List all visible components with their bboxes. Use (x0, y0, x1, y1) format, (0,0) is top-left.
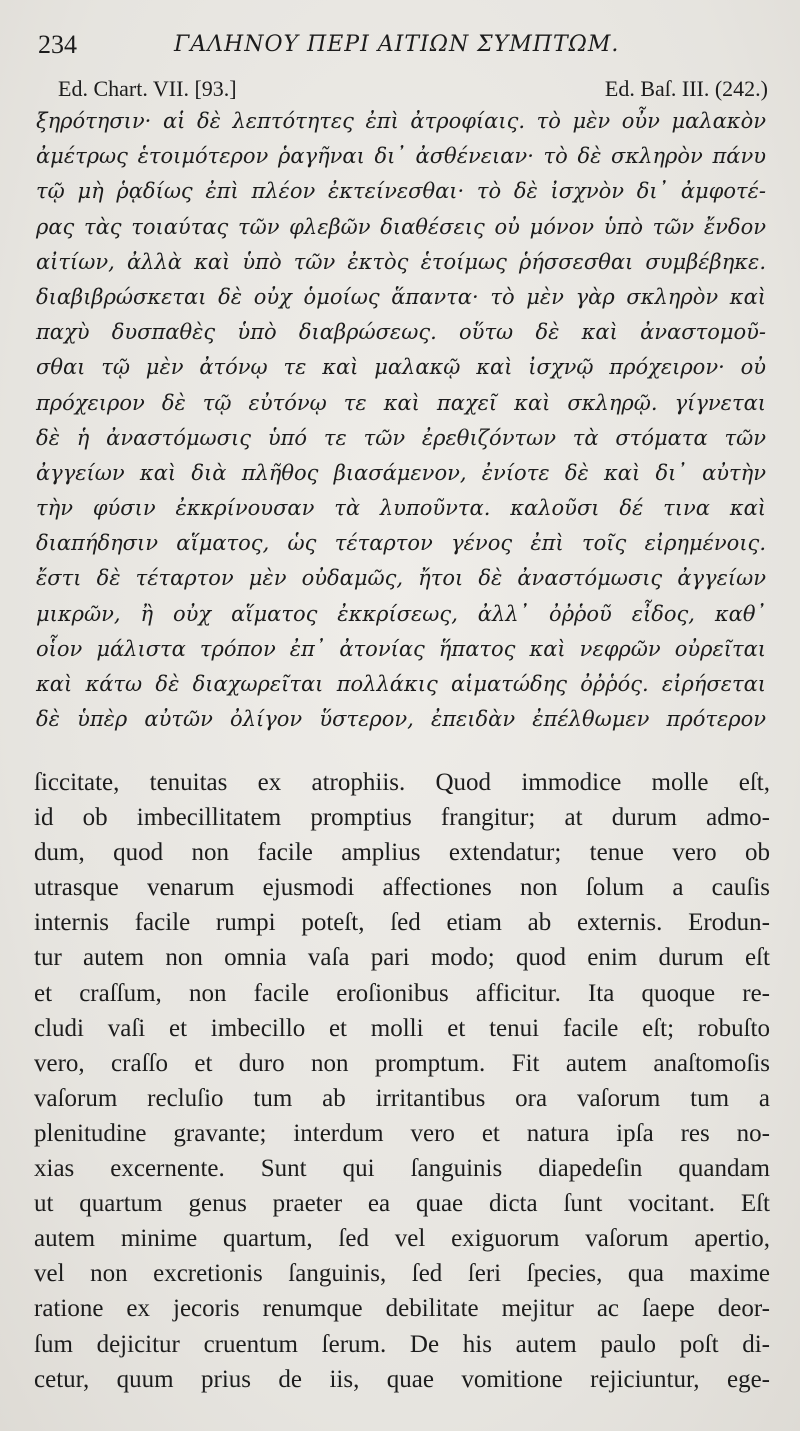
latin-text-line: tur autem non omnia vaſa pari modo; quod enim durum eſt (34, 944, 770, 972)
page-number: 234 (38, 30, 77, 59)
latin-text-line: et craſſum, non facile eroſionibus afficitur. Ita quoque re- (34, 979, 770, 1007)
greek-text-line: ἔστι δὲ τέταρτον μὲν οὐδαμῶς, ἤτοι δὲ ἀναστόμωσις ἀγγείων (36, 566, 766, 591)
latin-text-line: plenitudine gravante; interdum vero et natura ipſa res no- (34, 1119, 770, 1147)
latin-text-line: utrasque venarum ejusmodi affectiones non ſolum a cauſis (34, 874, 770, 902)
greek-text-line: παχὺ δυσπαθὲς ὑπὸ διαβρώσεως. οὕτω δὲ καὶ ἀναστομοῦ- (36, 320, 766, 345)
greek-text-line: διαπήδησιν αἵματος, ὡς τέταρτον γένος ἐπὶ τοῖς εἰρημένοις. (36, 531, 766, 556)
greek-text-line: μικρῶν, ἢ οὐχ αἵματος ἐκκρίσεως, ἀλλ᾽ ὀῤῥοῦ εἶδος, καθ᾽ (36, 601, 766, 626)
running-head (38, 30, 758, 60)
greek-text-line: ἀγγείων καὶ διὰ πλῆθος βιασάμενον, ἐνίοτε δὲ καὶ δι᾽ αὐτὴν (36, 460, 766, 485)
latin-text-line: autem minime quartum, ſed vel exiguorum vaſorum apertio, (34, 1225, 770, 1253)
greek-text-line: καὶ κάτω δὲ διαχωρεῖται πολλάκις αἱματώδης ὀῤῥός. εἰρήσεται (36, 672, 766, 696)
edition-chartier: Ed. Chart. VII. [93.] (58, 76, 237, 101)
greek-text-line: πρόχειρον δὲ τῷ εὐτόνῳ τε καὶ παχεῖ καὶ σκληρῷ. γίγνεται (36, 390, 766, 415)
greek-text-line: δὲ ὑπὲρ αὐτῶν ὀλίγον ὕστερον, ἐπειδὰν ἐπέλθωμεν πρότερον (36, 707, 766, 732)
latin-text-line: vaſorum recluſio tum ab irritantibus ora vaſorum tum a (34, 1084, 770, 1112)
latin-text-line: vero, craſſo et duro non promptum. Fit autem anaſtomoſis (34, 1049, 770, 1077)
latin-text-line: ſum dejicitur cruentum ſerum. De his autem paulo poſt di- (34, 1330, 770, 1358)
latin-text-line: ratione ex jecoris renumque debilitate mejitur ac ſaepe deor- (34, 1295, 770, 1323)
greek-text-line: αἰτίων, ἀλλὰ καὶ ὑπὸ τῶν ἐκτὸς ἑτοίμως ῥήσσεσθαι συμβέβηκε. (36, 249, 766, 274)
greek-text-block (36, 104, 766, 737)
edition-basel: Ed. Baſ. III. (242.) (604, 76, 768, 101)
latin-text-line: cludi vaſi et imbecillo et molli et tenui facile eſt; robuſto (34, 1014, 770, 1042)
greek-text-line: ἀμέτρως ἑτοιμότερον ῥαγῆναι δι᾽ ἀσθένειαν· τὸ δὲ σκληρὸν πάνυ (36, 144, 766, 169)
latin-text-line: dum, quod non facile amplius extendatur; tenue vero ob (34, 839, 770, 867)
edition-references (58, 76, 768, 102)
greek-text-line: οἷον μάλιστα τρόπον ἐπ᾽ ἀτονίας ἥπατος καὶ νεφρῶν οὐρεῖται (36, 636, 766, 661)
latin-text-line: xias excernente. Sunt qui ſanguinis diapedeſin quandam (34, 1155, 770, 1183)
greek-text-line: διαβιβρώσκεται δὲ οὐχ ὁμοίως ἅπαντα· τὸ μὲν γὰρ σκληρὸν καὶ (36, 284, 766, 309)
latin-text-block (34, 765, 770, 1397)
latin-text-line: ut quartum genus praeter ea quae dicta ſunt vocitant. Eſt (34, 1190, 770, 1218)
greek-text-line: ξηρότησιν· αἱ δὲ λεπτότητες ἐπὶ ἀτροφίαις. τὸ μὲν οὖν μαλακὸν (36, 109, 766, 133)
latin-text-line: vel non excretionis ſanguinis, ſed ſeri ſpecies, qua maxime (34, 1260, 770, 1288)
greek-text-line: σθαι τῷ μὲν ἀτόνῳ τε καὶ μαλακῷ καὶ ἰσχνῷ πρόχειρον· οὐ (36, 355, 766, 380)
latin-text-line: internis facile rumpi poteſt, ſed etiam ab externis. Erodun- (34, 909, 770, 937)
greek-text-line: ρας τὰς τοιαύτας τῶν φλεβῶν διαθέσεις οὐ μόνον ὑπὸ τῶν ἔνδον (36, 214, 766, 239)
latin-text-line: ſiccitate, tenuitas ex atrophiis. Quod immodice molle eſt, (34, 769, 770, 796)
greek-text-line: τῷ μὴ ῥᾳδίως ἐπὶ πλέον ἐκτείνεσθαι· τὸ δὲ ἰσχνὸν δι᾽ ἀμφοτέ- (36, 179, 766, 204)
greek-text-line: δὲ ἡ ἀναστόμωσις ὑπό τε τῶν ἐρεθιζόντων τὰ στόματα τῶν (36, 425, 766, 450)
greek-text-line: τὴν φύσιν ἐκκρίνουσαν τὰ λυποῦντα. καλοῦσι δέ τινα καὶ (36, 496, 766, 521)
running-title: ΓΑΛΗΝΟΥ ΠΕΡΙ ΑΙΤΙΩΝ ΣΥΜΠΤΩΜ. (174, 32, 620, 57)
latin-text-line: id ob imbecillitatem promptius frangitur; at durum admo- (34, 804, 770, 832)
latin-text-line: cetur, quum prius de iis, quae vomitione rejiciuntur, ege- (34, 1365, 770, 1393)
